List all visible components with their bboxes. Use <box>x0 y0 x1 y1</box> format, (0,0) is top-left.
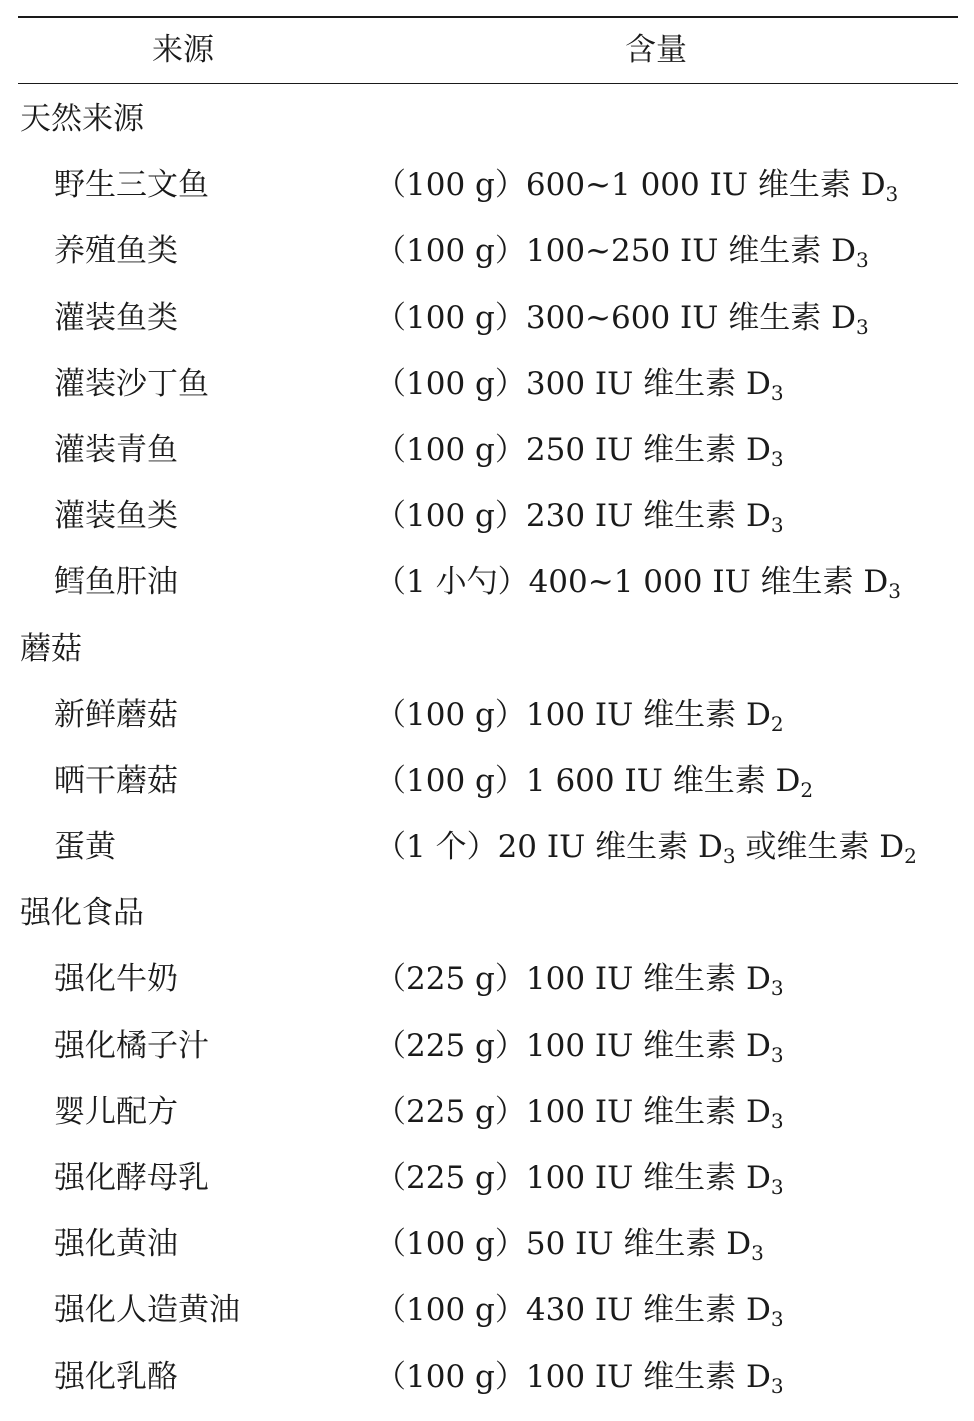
vitamin-subscript: 3 <box>770 380 784 405</box>
table-row <box>0 285 974 351</box>
source-cell: 灌装鱼类 <box>54 299 178 336</box>
amount-text: （100 g）250 IU 维生素 D <box>375 431 771 468</box>
amount-cell <box>375 218 869 284</box>
source-cell: 新鲜蘑菇 <box>54 696 178 733</box>
amount-cell <box>375 1211 764 1277</box>
amount-cell <box>375 1277 784 1343</box>
amount-cell <box>375 946 784 1012</box>
source-cell: 灌装鱼类 <box>54 498 178 535</box>
amount-text: （225 g）100 IU 维生素 D <box>375 1027 771 1064</box>
amount-text: （100 g）300 IU 维生素 D <box>375 365 771 402</box>
source-cell: 蛋黄 <box>54 829 116 866</box>
amount-text: （100 g）50 IU 维生素 D <box>375 1226 752 1263</box>
table-row <box>0 1344 974 1410</box>
amount-text: （1 小勺）400~1 000 IU 维生素 D <box>375 564 889 601</box>
table-header-rule <box>18 83 958 84</box>
source-cell: 强化黄油 <box>54 1226 178 1263</box>
vitamin-subscript: 3 <box>770 513 784 538</box>
vitamin-subscript: 3 <box>855 314 869 339</box>
source-cell: 强化酵母乳 <box>54 1160 209 1196</box>
vitamin-subscript: 2 <box>904 844 917 869</box>
source-cell: 灌装沙丁鱼 <box>54 365 209 402</box>
amount-text: （100 g）100 IU 维生素 D <box>375 696 771 733</box>
table-row <box>0 417 974 483</box>
table-row <box>0 1211 974 1277</box>
source-cell: 强化橘子汁 <box>54 1027 209 1064</box>
table-row <box>0 351 974 417</box>
source-cell: 鳕鱼肝油 <box>54 564 178 601</box>
amount-cell <box>375 814 917 880</box>
vitamin-subscript: 3 <box>888 579 901 604</box>
source-cell: 野生三文鱼 <box>54 167 209 204</box>
amount-cell <box>375 1079 784 1145</box>
amount-cell <box>375 748 813 814</box>
table-row <box>0 946 974 1012</box>
category-row <box>0 86 974 152</box>
source-cell: 灌装青鱼 <box>54 431 178 468</box>
category-label: 强化食品 <box>20 895 144 932</box>
amount-cell <box>375 152 898 218</box>
amount-cell <box>375 417 784 483</box>
vitamin-subscript: 3 <box>770 1307 784 1332</box>
source-cell: 晒干蘑菇 <box>54 762 178 799</box>
amount-cell <box>375 1344 784 1410</box>
amount-text: （100 g）600~1 000 IU 维生素 D <box>375 167 886 204</box>
table-body <box>0 86 974 1410</box>
vitamin-subscript: 3 <box>770 446 784 471</box>
category-label: 蘑菇 <box>20 630 82 667</box>
amount-text: （100 g）300~600 IU 维生素 D <box>375 299 856 336</box>
amount-text: （225 g）100 IU 维生素 D <box>375 1093 771 1130</box>
vitamin-subscript: 3 <box>751 1241 764 1266</box>
amount-text: （100 g）100 IU 维生素 D <box>375 1358 771 1395</box>
column-header-source: 来源 <box>152 32 214 68</box>
category-label: 天然来源 <box>20 101 144 137</box>
table-row <box>0 549 974 615</box>
amount-text: （225 g）100 IU 维生素 D <box>375 961 771 998</box>
amount-cell <box>375 351 784 417</box>
amount-cell <box>375 682 784 748</box>
vitamin-subscript: 3 <box>770 1042 784 1067</box>
table-row <box>0 748 974 814</box>
amount-text: （100 g）100~250 IU 维生素 D <box>375 233 856 270</box>
vitamin-subscript: 3 <box>770 1175 784 1199</box>
amount-cell <box>375 285 869 351</box>
amount-cell <box>375 1013 784 1079</box>
amount-text: 或维生素 D <box>735 829 905 866</box>
table-row <box>0 483 974 549</box>
amount-cell <box>375 549 901 615</box>
amount-cell <box>375 1145 784 1211</box>
vitamin-subscript: 2 <box>770 711 784 736</box>
table-row <box>0 1277 974 1343</box>
vitamin-subscript: 3 <box>722 844 736 869</box>
category-row <box>0 880 974 946</box>
source-cell: 婴儿配方 <box>54 1093 178 1130</box>
vitamin-subscript: 2 <box>800 777 814 802</box>
amount-text: （225 g）100 IU 维生素 D <box>375 1160 771 1196</box>
vitamin-subscript: 3 <box>770 976 784 1001</box>
column-header-amount: 含量 <box>625 32 687 68</box>
table-row <box>0 814 974 880</box>
category-row <box>0 616 974 682</box>
table-top-rule <box>18 16 958 18</box>
table-row <box>0 1013 974 1079</box>
table-row <box>0 682 974 748</box>
source-cell: 强化乳酪 <box>54 1358 178 1395</box>
source-cell: 强化牛奶 <box>54 961 178 998</box>
amount-cell <box>375 483 784 549</box>
vitamin-subscript: 3 <box>885 182 899 207</box>
table-row <box>0 152 974 218</box>
vitamin-subscript: 3 <box>770 1373 784 1398</box>
table-row <box>0 1145 974 1211</box>
vitamin-subscript: 3 <box>770 1108 784 1133</box>
amount-text: （100 g）1 600 IU 维生素 D <box>375 762 801 799</box>
vitamin-subscript: 3 <box>855 248 869 273</box>
table-row <box>0 1079 974 1145</box>
amount-text: （100 g）430 IU 维生素 D <box>375 1292 771 1329</box>
table-row <box>0 218 974 284</box>
source-cell: 强化人造黄油 <box>54 1292 240 1329</box>
amount-text: （100 g）230 IU 维生素 D <box>375 498 771 535</box>
amount-text: （1 个）20 IU 维生素 D <box>375 829 723 866</box>
source-cell: 养殖鱼类 <box>54 233 178 270</box>
